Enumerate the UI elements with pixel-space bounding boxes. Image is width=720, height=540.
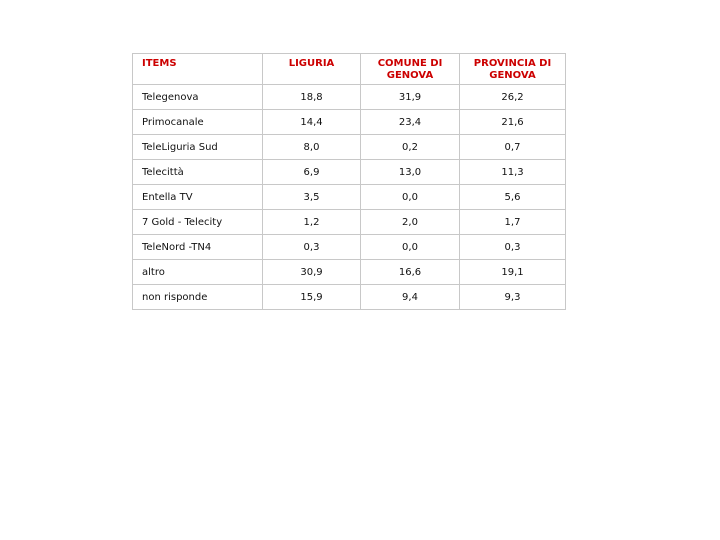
header-liguria: LIGURIA	[263, 54, 361, 85]
cell-liguria: 30,9	[263, 260, 361, 285]
cell-provincia: 9,3	[460, 285, 566, 310]
cell-provincia: 0,7	[460, 135, 566, 160]
header-provincia-di-genova: PROVINCIA DI GENOVA	[460, 54, 566, 85]
row-label: Entella TV	[133, 185, 263, 210]
cell-comune: 31,9	[361, 85, 460, 110]
row-label: Telecittà	[133, 160, 263, 185]
cell-comune: 23,4	[361, 110, 460, 135]
cell-comune: 2,0	[361, 210, 460, 235]
row-label: 7 Gold - Telecity	[133, 210, 263, 235]
cell-liguria: 6,9	[263, 160, 361, 185]
row-label: Primocanale	[133, 110, 263, 135]
row-label: Telegenova	[133, 85, 263, 110]
cell-provincia: 26,2	[460, 85, 566, 110]
cell-comune: 0,0	[361, 185, 460, 210]
row-label: non risponde	[133, 285, 263, 310]
cell-provincia: 11,3	[460, 160, 566, 185]
cell-liguria: 15,9	[263, 285, 361, 310]
cell-provincia: 21,6	[460, 110, 566, 135]
row-label: TeleNord -TN4	[133, 235, 263, 260]
table-row	[133, 235, 566, 260]
table-header-row	[133, 54, 566, 85]
cell-comune: 9,4	[361, 285, 460, 310]
table-row	[133, 185, 566, 210]
table-row	[133, 135, 566, 160]
cell-comune: 16,6	[361, 260, 460, 285]
table-row	[133, 110, 566, 135]
cell-comune: 0,0	[361, 235, 460, 260]
cell-liguria: 14,4	[263, 110, 361, 135]
header-items: ITEMS	[133, 54, 263, 85]
table-row	[133, 260, 566, 285]
cell-provincia: 1,7	[460, 210, 566, 235]
results-table	[132, 53, 566, 310]
row-label: TeleLiguria Sud	[133, 135, 263, 160]
header-comune-di-genova: COMUNE DI GENOVA	[361, 54, 460, 85]
table-row	[133, 85, 566, 110]
cell-liguria: 8,0	[263, 135, 361, 160]
cell-provincia: 19,1	[460, 260, 566, 285]
table-row	[133, 160, 566, 185]
cell-provincia: 5,6	[460, 185, 566, 210]
cell-comune: 0,2	[361, 135, 460, 160]
row-label: altro	[133, 260, 263, 285]
table-row	[133, 285, 566, 310]
cell-liguria: 3,5	[263, 185, 361, 210]
cell-liguria: 0,3	[263, 235, 361, 260]
cell-liguria: 18,8	[263, 85, 361, 110]
cell-liguria: 1,2	[263, 210, 361, 235]
table-row	[133, 210, 566, 235]
cell-provincia: 0,3	[460, 235, 566, 260]
cell-comune: 13,0	[361, 160, 460, 185]
